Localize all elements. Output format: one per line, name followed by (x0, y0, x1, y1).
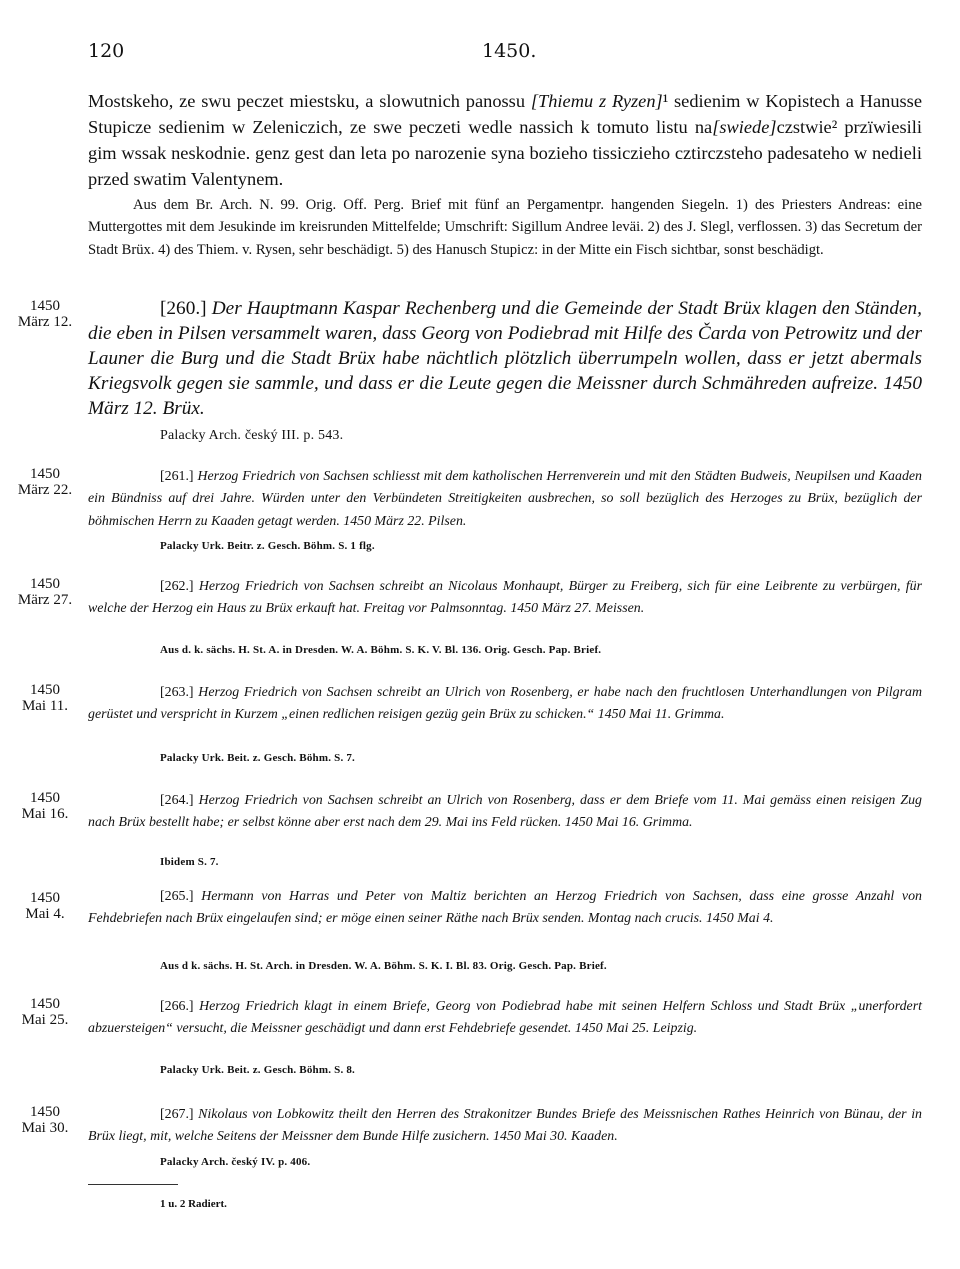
margin-day: Mai 25. (21, 1012, 69, 1028)
source-note (88, 194, 922, 261)
margin-date (10, 890, 80, 922)
entry-text: Herzog Friedrich von Sachsen schreibt an Nicolaus Monhaupt, Bürger zu Freiberg, sich für eine Leibrente zu verbürgen, für welche der Herzog ein Haus zu Brüx erkauft hat. Freitag vor Palmsonntag. 1450 März 27. Meissen. (88, 579, 922, 617)
entry-body (88, 996, 922, 1041)
footnote: 1 u. 2 Radiert. (160, 1198, 227, 1210)
entry-source: Palacky Urk. Beitr. z. Gesch. Böhm. S. 1 flg. (160, 540, 375, 552)
entry-source: Palacky Arch. český IV. p. 406. (160, 1156, 311, 1168)
margin-year: 1450 (30, 682, 60, 698)
running-header-year: 1450. (482, 40, 537, 62)
entry-body (88, 886, 922, 931)
entry-text: Herzog Friedrich von Sachsen schliesst mit dem katholischen Herrenverein und mit den Städten Budweis, Neupilsen und Kaaden ein Bündniss auf drei Jahre. Würden unter den Verbündeten Streitigkeiten ausbrechen, so soll bezüglich des Herzoges zu Brüx, bezüglich der böhmischen Herrn zu Kaaden getagt werden. 1450 März 22. Pilsen. (88, 469, 922, 529)
margin-year: 1450 (30, 298, 60, 314)
entry-body (88, 466, 922, 533)
text-segment: ¹ sedienim w Kopistech a Hanusse Stupicze sedienim w Zeleniczich, ze swe peczeti wedle nassich k tomuto listu na (88, 91, 922, 137)
margin-year: 1450 (30, 466, 60, 482)
margin-year: 1450 (30, 576, 60, 592)
entry-text: Herzog Friedrich von Sachsen schreibt an Ulrich von Rosenberg, er habe nach den fruchtlosen Unterhandlungen von Pilgram gerüstet und verspricht in Kurzem „einen redlichen reisigen gezüg gein Brüx zu schicken.“ 1450 Mai 11. Grimma. (88, 685, 922, 723)
margin-date (10, 298, 80, 330)
editorial-insertion: [swiede] (712, 117, 777, 137)
text-segment: czstwie² przïwiesili gim wssak neskodnie. genz gest dan leta po narozenie syna bozieho tissiczieho cztirczsteho padesateho w nedieli przed swatim Valentynem. (88, 117, 922, 189)
entry-text: Herzog Friedrich von Sachsen schreibt an Ulrich von Rosenberg, dass er dem Briefe vom 11. Mai gemäss einen reisigen Zug nach Brüx bestellt habe; er selbst könne aber erst nach dem 29. Mai ins Feld rücken. 1450 Mai 16. Grimma. (88, 793, 922, 831)
text-segment: Mostskeho, ze swu peczet miestsku, a slowutnich panossu (88, 91, 531, 111)
entry-text: Hermann von Harras und Peter von Maltiz berichten an Herzog Friedrich von Sachsen, dass eine grosse Anzahl von Fehdebriefen nach Brüx eingelaufen sind; er möge einen seiner Räthe nach Brüx senden. Montag nach crucis. 1450 Mai 4. (88, 889, 922, 927)
margin-date (10, 996, 80, 1028)
entry-source: Palacky Urk. Beit. z. Gesch. Böhm. S. 7. (160, 752, 355, 764)
entry-body (88, 682, 922, 727)
margin-day: März 12. (17, 314, 73, 330)
entry-body (88, 790, 922, 835)
entry-number: [260.] (160, 298, 207, 319)
entry-number: [266.] (160, 999, 194, 1014)
entry-body (88, 296, 922, 421)
page-number: 120 (88, 40, 125, 62)
margin-date (10, 466, 80, 498)
margin-day: März 22. (17, 482, 73, 498)
entry-number: [267.] (160, 1107, 194, 1122)
margin-date (10, 576, 80, 608)
margin-day: Mai 11. (21, 698, 69, 714)
entry-source: Aus d. k. sächs. H. St. A. in Dresden. W. A. Böhm. S. K. V. Bl. 136. Orig. Gesch. Pap. Brief. (160, 644, 602, 656)
margin-year: 1450 (30, 890, 60, 906)
margin-year: 1450 (30, 996, 60, 1012)
margin-date (10, 1104, 80, 1136)
continued-document-text (88, 88, 922, 192)
margin-year: 1450 (30, 1104, 60, 1120)
margin-day: März 27. (17, 592, 73, 608)
entry-text: Nikolaus von Lobkowitz theilt den Herren des Strakonitzer Bundes Briefe des Meissnischen Rathes Heinrich von Bünau, der in Brüx liegt, mit, welche Seitens der Meissner dem Bunde Hilfe zusichern. 1450 Mai 30. Kaaden. (88, 1107, 922, 1145)
editorial-insertion: [Thiemu z Ryzen] (530, 91, 663, 111)
entry-body (88, 576, 922, 621)
margin-date (10, 682, 80, 714)
source-note-text: Aus dem Br. Arch. N. 99. Orig. Off. Perg. Brief mit fünf an Pergamentpr. hangenden Siegeln. 1) des Priesters Andreas: eine Muttergottes mit dem Jesukinde im kreisrunden Mittelfelde; Umschrift: Sigillum Andree leväi. 2) des J. Slegl, verflossen. 3) das Secretum der Stadt Brüx. 4) des Thiem. v. Rysen, sehr beschädigt. 5) des Hanusch Stupicz: in der Mitte ein Fisch sichtbar, sonst beschädigt. (88, 197, 922, 258)
entry-number: [264.] (160, 793, 194, 808)
margin-day: Mai 30. (21, 1120, 69, 1136)
entry-source: Palacky Urk. Beit. z. Gesch. Böhm. S. 8. (160, 1064, 355, 1076)
entry-number: [265.] (160, 889, 194, 904)
entry-text: Der Hauptmann Kaspar Rechenberg und die Gemeinde der Stadt Brüx klagen den Ständen, die eben in Pilsen versammelt waren, dass Georg von Podiebrad mit Hilfe des Čarda von Petrowitz und der Launer die Burg und die Stadt Brüx habe nächtlich plötzlich überrumpeln wollen, dass er jetzt abermals Kriegsvolk gegen sie sammle, und dass er die Leute gegen die Meissner durch Schmähreden aufreize. 1450 März 12. Brüx. (88, 298, 922, 419)
entry-source: Ibidem S. 7. (160, 856, 219, 868)
footnote-divider (88, 1184, 178, 1185)
entry-source: Palacky Arch. český III. p. 543. (160, 428, 344, 443)
entry-text: Herzog Friedrich klagt in einem Briefe, Georg von Podiebrad habe mit seinen Helfern Schloss und Stadt Brüx „unerfordert abzuersteigen“ versucht, die Meissner geschädigt und dann erst Fehdebriefe gesendet. 1450 Mai 25. Leipzig. (88, 999, 922, 1037)
entry-number: [261.] (160, 469, 194, 484)
margin-date (10, 790, 80, 822)
margin-year: 1450 (30, 790, 60, 806)
entry-number: [262.] (160, 579, 194, 594)
entry-source: Aus d k. sächs. H. St. Arch. in Dresden. W. A. Böhm. S. K. I. Bl. 83. Orig. Gesch. Pap. Brief. (160, 960, 607, 972)
entry-number: [263.] (160, 685, 194, 700)
margin-day: Mai 4. (25, 906, 65, 922)
margin-day: Mai 16. (21, 806, 69, 822)
entry-body (88, 1104, 922, 1149)
